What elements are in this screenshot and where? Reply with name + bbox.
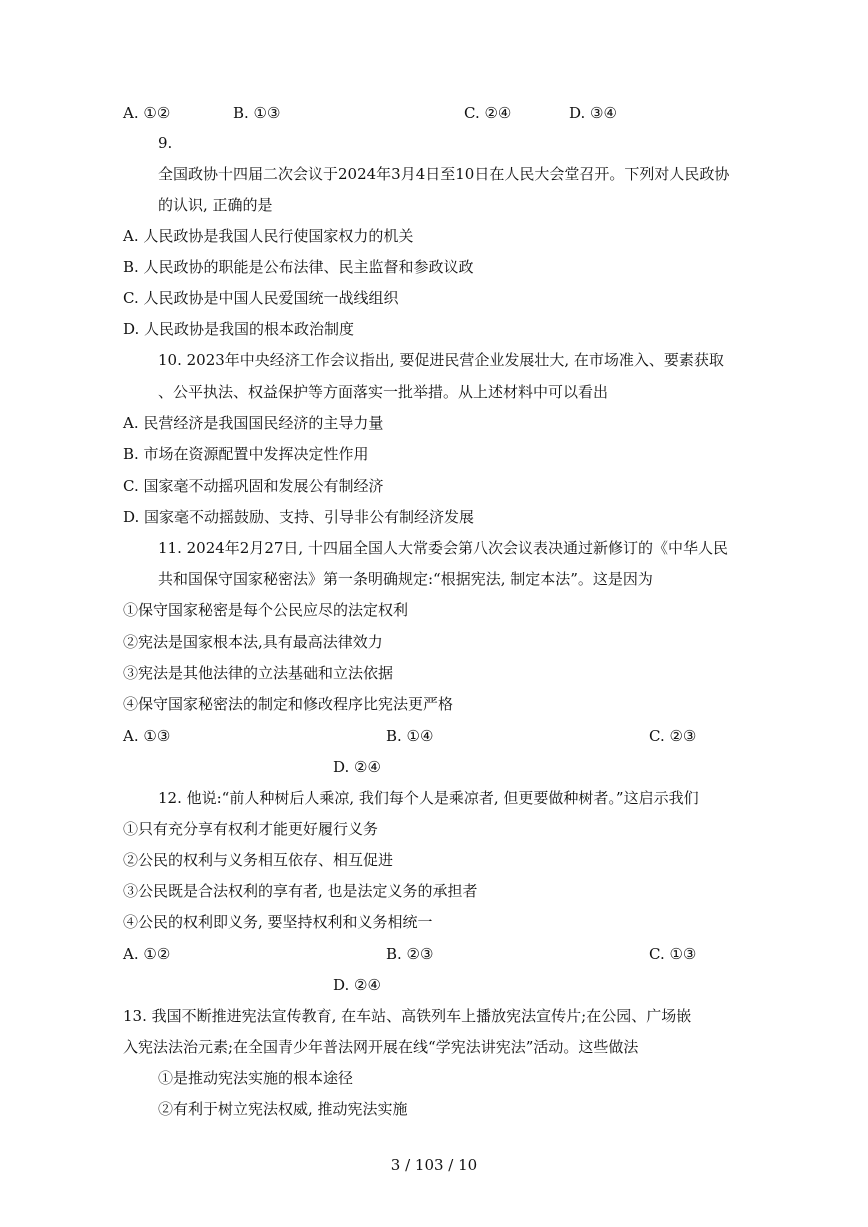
q13-stem-line-2: 入宪法法治元素;在全国青少年普法网开展在线“学宪法讲宪法”活动。这些做法 [123, 1038, 639, 1056]
q11-stem-line-2: 共和国保守国家秘密法》第一条明确规定:“根据宪法, 制定本法”。这是因为 [158, 570, 653, 588]
q9-stem-line-1: 全国政协十四届二次会议于2024年3月4日至10日在人民大会堂召开。下列对人民政协 [158, 165, 730, 183]
q13-item-2: ②有利于树立宪法权威, 推动宪法实施 [158, 1100, 408, 1118]
q11-item-1: ①保守国家秘密是每个公民应尽的法定权利 [123, 601, 409, 619]
q9-option-c: C. 人民政协是中国人民爱国统一战线组织 [123, 289, 399, 307]
q12-choice-a: A. ①② [123, 945, 171, 963]
q11-item-3: ③宪法是其他法律的立法基础和立法依据 [123, 664, 394, 682]
q12-item-1: ①只有充分享有权利才能更好履行义务 [123, 820, 379, 838]
q11-choice-d: D. ②④ [333, 758, 381, 776]
q11-item-2: ②宪法是国家根本法,具有最高法律效力 [123, 633, 383, 651]
q12-item-4: ④公民的权利即义务, 要坚持权利和义务相统一 [123, 913, 433, 931]
q11-stem-line-1: 11. 2024年2月27日, 十四届全国人大常委会第八次会议表决通过新修订的《中华人民 [158, 539, 728, 557]
option-a: A. ①② [123, 104, 171, 122]
q11-choice-a: A. ①③ [123, 727, 171, 745]
q10-option-a: A. 民营经济是我国国民经济的主导力量 [123, 414, 384, 432]
q12-choice-d: D. ②④ [333, 976, 381, 994]
q9-option-d: D. 人民政协是我国的根本政治制度 [123, 320, 355, 338]
q10-stem-line-1: 10. 2023年中央经济工作会议指出, 要促进民营企业发展壮大, 在市场准入、要素获取 [158, 351, 724, 369]
q12-item-3: ③公民既是合法权利的享有者, 也是法定义务的承担者 [123, 882, 478, 900]
q10-option-c: C. 国家毫不动摇巩固和发展公有制经济 [123, 477, 384, 495]
option-b: B. ①③ [233, 104, 281, 122]
q10-stem-line-2: 、公平执法、权益保护等方面落实一批举措。从上述材料中可以看出 [158, 383, 609, 401]
page-number: 3 / 103 / 10 [390, 1156, 478, 1174]
q13-item-1: ①是推动宪法实施的根本途径 [158, 1069, 354, 1087]
q9-option-a: A. 人民政协是我国人民行使国家权力的机关 [123, 227, 414, 245]
q10-option-d: D. 国家毫不动摇鼓励、支持、引导非公有制经济发展 [123, 508, 475, 526]
q9-number: 9. [158, 134, 173, 152]
q12-choice-c: C. ①③ [649, 945, 697, 963]
q11-choice-b: B. ①④ [386, 727, 434, 745]
q11-choice-c: C. ②③ [649, 727, 697, 745]
q12-item-2: ②公民的权利与义务相互依存、相互促进 [123, 851, 394, 869]
q13-stem-line-1: 13. 我国不断推进宪法宣传教育, 在车站、高铁列车上播放宪法宣传片;在公园、广场嵌 [123, 1007, 692, 1025]
option-c: C. ②④ [464, 104, 512, 122]
q9-stem-line-2: 的认识, 正确的是 [158, 196, 273, 214]
q12-choice-b: B. ②③ [386, 945, 434, 963]
q11-item-4: ④保守国家秘密法的制定和修改程序比宪法更严格 [123, 695, 454, 713]
q10-option-b: B. 市场在资源配置中发挥决定性作用 [123, 445, 369, 463]
option-d: D. ③④ [569, 104, 617, 122]
q12-stem-line-1: 12. 他说:“前人种树后人乘凉, 我们每个人是乘凉者, 但更要做种树者。”这启示我们 [158, 789, 699, 807]
q9-option-b: B. 人民政协的职能是公布法律、民主监督和参政议政 [123, 258, 474, 276]
